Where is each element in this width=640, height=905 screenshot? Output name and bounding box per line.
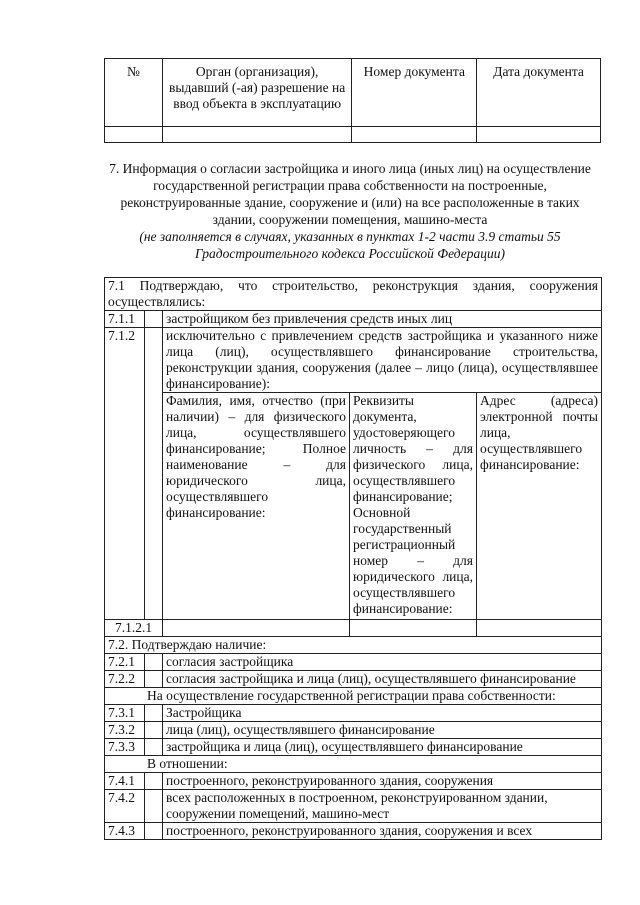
checkbox-7-1-2[interactable] (145, 328, 163, 620)
text-7-4-1: построенного, реконструированного здания, сооружения (163, 773, 602, 790)
num-7-4-3: 7.4.3 (105, 823, 145, 840)
checkbox-7-4-1[interactable] (145, 773, 163, 790)
text-7-4-3: построенного, реконструированного здания, сооружения и всех (163, 823, 602, 840)
cell-authority[interactable] (162, 127, 352, 143)
col-authority: Орган (организация), выдавший (-ая) разрешение на ввод объекта в эксплуатацию (162, 59, 352, 127)
permit-table-header (105, 59, 601, 127)
section-7-note: (не заполняется в случаях, указанных в пунктах 1-2 части 3.9 статьи 55 Градостроительного кодекса Российской Федерации) (139, 229, 561, 261)
num-7-1-2-1: 7.1.2.1 (105, 620, 163, 637)
text-7-2-2: согласия застройщика и лица (лиц), осуществлявшего финансирование (163, 671, 602, 688)
text-7-3-1: Застройщика (163, 705, 602, 722)
cell-doc-date[interactable] (477, 127, 601, 143)
permit-table-row (105, 127, 601, 143)
num-7-4-1: 7.4.1 (105, 773, 145, 790)
num-7-1-1: 7.1.1 (105, 311, 145, 328)
col-number: № (105, 59, 163, 127)
cell-financier-doc[interactable] (350, 620, 477, 637)
text-7-1-2: исключительно с привлечением средств застройщика и указанного ниже лица (лиц), осуществлявшего финансирование строительства, реконструкции здания, сооружения (далее – лицо (лица), осуществлявшее финансирование): (163, 328, 602, 393)
num-7-3-1: 7.3.1 (105, 705, 145, 722)
text-7-3-2: лица (лиц), осуществлявшего финансирование (163, 722, 602, 739)
cell-financier-name[interactable] (163, 620, 350, 637)
cell-number[interactable] (105, 127, 163, 143)
num-7-4-2: 7.4.2 (105, 790, 145, 823)
checkbox-7-3-2[interactable] (145, 722, 163, 739)
checkbox-7-3-1[interactable] (145, 705, 163, 722)
col-financier-email: Адрес (адреса) электронной почты лица, осуществлявшего финансирование: (477, 393, 602, 620)
col-financier-name: Фамилия, имя, отчество (при наличии) – для физического лица, осуществлявшего финансирование; Полное наименование – для юридического лица, осуществлявшего финансирование: (163, 393, 350, 620)
num-7-1-2: 7.1.2 (105, 328, 145, 620)
text-7-1-1: застройщиком без привлечения средств иных лиц (163, 311, 602, 328)
checkbox-7-1-1[interactable] (145, 311, 163, 328)
row-7-1: 7.1 Подтверждаю, что строительство, реконструкция здания, сооружения осуществлялись: (105, 278, 602, 311)
cell-doc-number[interactable] (352, 127, 477, 143)
row-7-4-heading: В отношении: (105, 756, 602, 773)
section-7-title: 7. Информация о согласии застройщика и иного лица (иных лиц) на осуществление государственной регистрации права собственности на построенные, реконструированные здание, сооружение и (или) на все расположенные в таких здании, сооружении помещения, машино-места (109, 161, 591, 227)
num-7-2-1: 7.2.1 (105, 654, 145, 671)
col-financier-doc: Реквизиты документа, удостоверяющего личность – для физического лица, осуществлявшего финансирование; Основной государственный регистрационный номер – для юридического лица, осуществлявшего финансирование: (350, 393, 477, 620)
checkbox-7-3-3[interactable] (145, 739, 163, 756)
consent-table (104, 277, 602, 840)
num-7-3-3: 7.3.3 (105, 739, 145, 756)
text-7-4-2: всех расположенных в построенном, реконструированном здании, сооружении помещений, машино-мест (163, 790, 602, 823)
row-7-3-heading: На осуществление государственной регистрации права собственности: (105, 688, 602, 705)
col-doc-date: Дата документа (477, 59, 601, 127)
checkbox-7-2-1[interactable] (145, 654, 163, 671)
col-doc-number: Номер документа (352, 59, 477, 127)
checkbox-7-4-2[interactable] (145, 790, 163, 823)
row-7-2: 7.2. Подтверждаю наличие: (105, 637, 602, 654)
cell-financier-email[interactable] (477, 620, 602, 637)
section-7-heading (100, 160, 600, 262)
num-7-2-2: 7.2.2 (105, 671, 145, 688)
checkbox-7-2-2[interactable] (145, 671, 163, 688)
checkbox-7-4-3[interactable] (145, 823, 163, 840)
num-7-3-2: 7.3.2 (105, 722, 145, 739)
text-7-2-1: согласия застройщика (163, 654, 602, 671)
text-7-3-3: застройщика и лица (лиц), осуществлявшего финансирование (163, 739, 602, 756)
permit-table (104, 58, 601, 143)
